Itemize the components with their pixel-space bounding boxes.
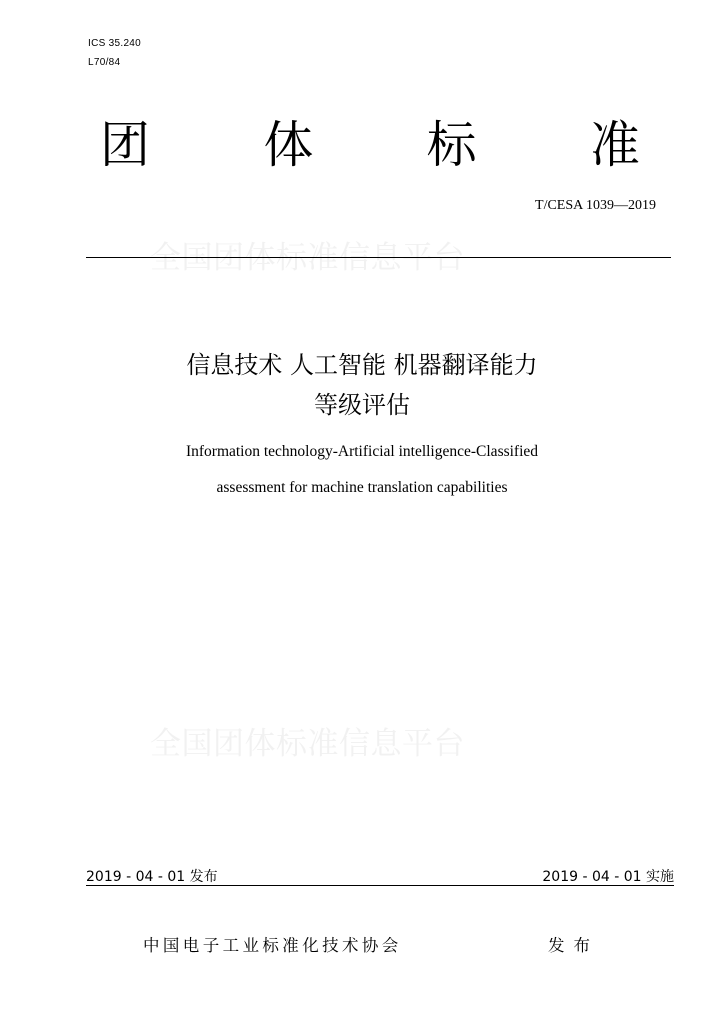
ics-code: ICS 35.240 [88, 38, 142, 49]
footer-divider [86, 885, 674, 886]
document-type-char: 标 [426, 116, 477, 174]
chinese-title [62, 345, 662, 425]
classification-code: L70/84 [88, 57, 121, 68]
standard-number: T/CESA 1039—2019 [535, 198, 656, 213]
header-divider [86, 257, 671, 258]
publisher-name: 中国电子工业标准化技术协会 [143, 936, 402, 955]
english-title-line-1: Information technology-Artificial intelligence-Classified [185, 443, 539, 460]
watermark-bottom: 全国团体标准信息平台 [150, 726, 465, 762]
chinese-title-line-1: 信息技术 人工智能 机器翻译能力 [186, 351, 538, 379]
publish-label: 发布 [548, 936, 599, 955]
chinese-title-line-2: 等级评估 [314, 391, 410, 419]
issue-date: 2019 - 04 - 01 发布 [86, 869, 218, 885]
english-title [62, 434, 662, 506]
document-type-char: 体 [263, 116, 314, 174]
document-type-char: 团 [100, 116, 150, 174]
document-type-heading [100, 112, 640, 178]
watermark-top: 全国团体标准信息平台 [150, 240, 465, 276]
implementation-date: 2019 - 04 - 01 实施 [542, 869, 674, 885]
document-type-char: 准 [589, 116, 640, 174]
english-title-line-2: assessment for machine translation capabilities [216, 479, 508, 496]
